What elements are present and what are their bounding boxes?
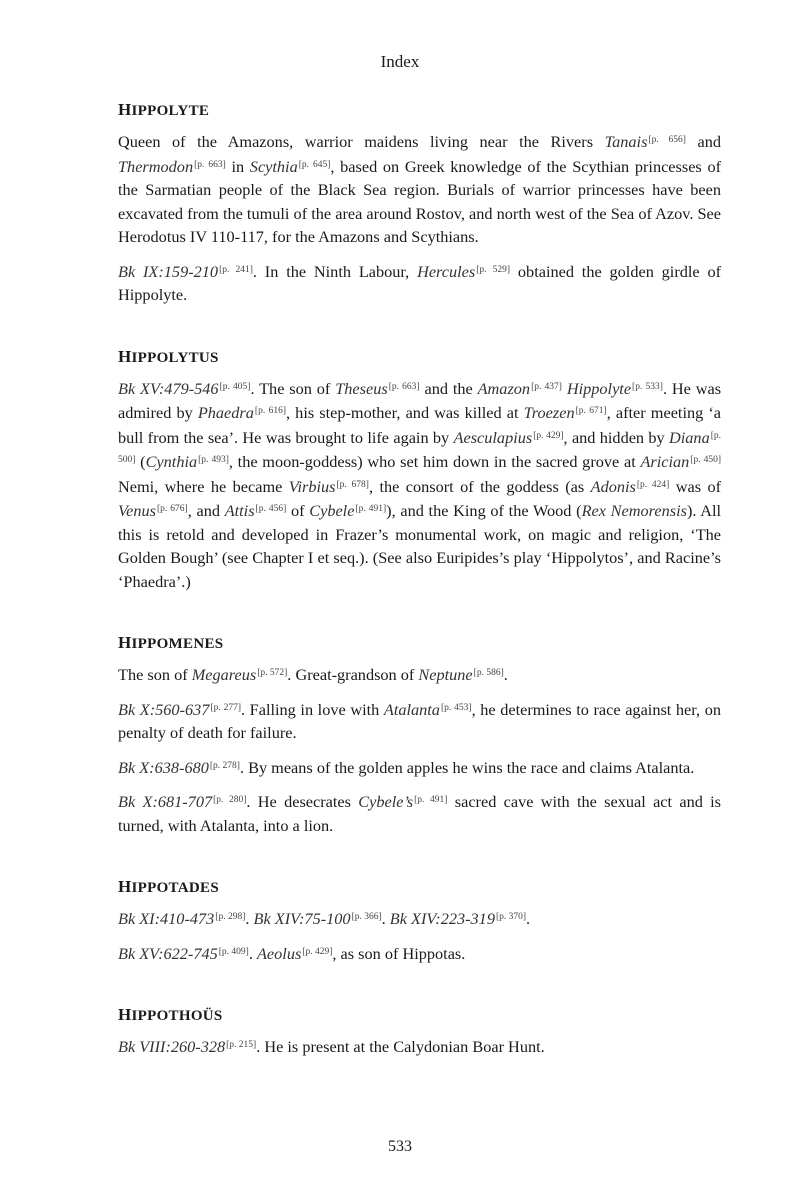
text-run: , and [187, 501, 225, 520]
page-reference-link[interactable]: [p. 663] [194, 159, 226, 170]
index-entries [118, 100, 721, 1099]
index-entry [118, 347, 721, 594]
cross-reference-link[interactable]: Virbius [288, 476, 336, 496]
entry-heading-initial: H [118, 346, 132, 366]
cross-reference-link[interactable]: Bk XI:410-473 [118, 909, 215, 928]
cross-reference-link[interactable]: Cybele [309, 501, 355, 520]
text-run: . [381, 909, 390, 928]
running-title: Index [380, 52, 420, 71]
page-reference-link[interactable]: [p. 215] [226, 1040, 257, 1050]
text-run: . [526, 909, 531, 928]
entry-heading-rest: IPPOTHOÜS [131, 1008, 223, 1024]
cross-reference-link[interactable]: Thermodon [118, 156, 194, 176]
cross-reference-link[interactable]: Troezen [523, 403, 575, 422]
text-run: sacred cave with the sexual act and is turned, with Atalanta, into a lion. [118, 792, 722, 835]
entry-heading-rest: IPPOMENES [131, 636, 224, 652]
index-entry [118, 1005, 721, 1059]
page-reference-link[interactable]: [p. 491] [414, 795, 448, 805]
page-reference-link[interactable]: [p. 500] [118, 430, 721, 465]
page-reference-link[interactable]: [p. 429] [533, 430, 564, 441]
page-number: 533 [388, 1138, 412, 1155]
page-reference-link[interactable]: [p. 366] [351, 912, 382, 922]
entry-heading-initial: H [118, 877, 132, 896]
entry-paragraph [118, 697, 721, 745]
page-reference-link[interactable]: [p. 437] [531, 381, 562, 392]
entry-heading [118, 633, 721, 653]
page-reference-link[interactable]: [p. 278] [209, 760, 240, 771]
text-run: ( [135, 452, 146, 471]
entry-paragraph [118, 259, 721, 307]
text-run: of [286, 501, 310, 520]
text-run: . Great-grandson of [287, 665, 419, 684]
page-reference-link[interactable]: [p. 656] [648, 135, 686, 145]
text-run: . He was admired by [118, 378, 722, 422]
entry-heading-rest: IPPOTADES [131, 880, 219, 896]
page-reference-link[interactable]: [p. 678] [336, 479, 369, 490]
entry-heading-rest: IPPOLYTUS [131, 349, 219, 366]
page-reference-link[interactable]: [p. 491] [355, 504, 387, 514]
page-reference-link[interactable]: [p. 241] [219, 264, 253, 275]
cross-reference-link[interactable]: Atalanta [383, 699, 440, 719]
entry-heading-initial: H [118, 100, 132, 119]
text-run: , after meeting ‘a bull from the sea’. He was brought to life again by [118, 403, 722, 447]
page-reference-link[interactable]: [p. 671] [575, 406, 607, 416]
page-reference-link[interactable]: [p. 616] [254, 406, 287, 416]
page-reference-link[interactable]: [p. 370] [495, 912, 527, 922]
cross-reference-link[interactable]: Bk XIV:223-319 [389, 909, 495, 928]
cross-reference-link[interactable]: Cybele’s [358, 792, 414, 811]
page-reference-link[interactable]: [p. 533] [632, 381, 663, 392]
entry-heading-initial: H [118, 633, 132, 652]
text-run: , he determines to race against her, on penalty of death for failure. [118, 699, 722, 742]
text-run: obtained the golden girdle of Hippolyte. [118, 261, 722, 304]
cross-reference-link[interactable]: Bk XV:479-546 [118, 378, 219, 398]
text-run: . He desecrates [246, 792, 359, 811]
page-reference-link[interactable]: [p. 409] [218, 946, 249, 957]
entry-paragraph [118, 906, 721, 931]
cross-reference-link[interactable]: Cynthia [145, 452, 198, 471]
cross-reference-link[interactable]: Hercules [417, 261, 476, 281]
text-run: , as son of Hippotas. [332, 943, 466, 963]
page-reference-link[interactable]: [p. 429] [302, 946, 333, 957]
text-run: ). All this is retold and developed in Frazer’s monumental work, on magic and religion, ‘The Golden Bough’ (see Chapter I et seq.). (See also Euripides’s play ‘Hippolytos’, and Racine’s ‘Phaedra’.) [118, 501, 722, 591]
page-reference-link[interactable]: [p. 572] [257, 668, 288, 678]
page-reference-link[interactable]: [p. 493] [198, 455, 229, 465]
text-run: , his step-mother, and was killed at [286, 403, 524, 422]
index-entry [118, 877, 721, 965]
text-run: . [245, 909, 254, 928]
text-run: Nemi, where he became [118, 476, 289, 496]
page-reference-link[interactable]: [p. 529] [476, 264, 511, 275]
page-reference-link[interactable]: [p. 424] [636, 479, 670, 490]
page-header [0, 52, 800, 72]
page-reference-link[interactable]: [p. 405] [219, 381, 251, 392]
text-run: . Falling in love with [241, 699, 384, 719]
page-reference-link[interactable]: [p. 645] [298, 159, 331, 170]
text-run: , and hidden by [563, 427, 669, 447]
text-run: , the moon-goddess) who set him down in the sacred grove at [228, 452, 641, 471]
cross-reference-link[interactable]: Attis [224, 501, 255, 520]
page-reference-link[interactable]: [p. 676] [156, 504, 188, 514]
page-reference-link[interactable]: [p. 586] [473, 668, 504, 678]
page-reference-link[interactable]: [p. 280] [213, 795, 247, 805]
italic-term: Rex Nemorensis [581, 501, 687, 520]
text-run: The son of [118, 665, 192, 684]
entry-paragraph [118, 376, 721, 594]
text-run: ), and the King of the Wood ( [386, 501, 582, 520]
text-run: Queen of the Amazons, warrior maidens living near the Rivers [118, 132, 605, 151]
cross-reference-link[interactable]: Aeolus [256, 943, 302, 963]
cross-reference-link[interactable]: Venus [118, 501, 156, 520]
cross-reference-link[interactable]: Bk X:681-707 [118, 792, 213, 811]
cross-reference-link[interactable]: Bk VIII:260-328 [118, 1037, 226, 1056]
cross-reference-link[interactable]: Aesculapius [453, 427, 533, 447]
cross-reference-link[interactable]: Scythia [249, 156, 298, 176]
text-run: in [225, 156, 250, 176]
cross-reference-link[interactable]: Bk XIV:75-100 [253, 909, 351, 928]
text-run: . The son of [250, 378, 336, 398]
page-reference-link[interactable]: [p. 456] [255, 504, 287, 514]
cross-reference-link[interactable]: Phaedra [197, 403, 254, 422]
entry-heading-initial: H [118, 1005, 132, 1024]
cross-reference-link[interactable]: Neptune [418, 665, 473, 684]
text-run: . [248, 943, 257, 963]
page-reference-link[interactable]: [p. 277] [210, 702, 242, 713]
text-run: was of [669, 476, 722, 496]
cross-reference-link[interactable]: Bk X:560-637 [118, 699, 210, 719]
page-reference-link[interactable]: [p. 450] [690, 455, 722, 465]
cross-reference-link[interactable]: Diana [669, 427, 710, 447]
text-run: and [685, 132, 721, 151]
entry-heading [118, 100, 721, 120]
cross-reference-link[interactable]: Arician [640, 452, 690, 471]
entry-paragraph [118, 941, 721, 966]
text-run: . In the Ninth Labour, [252, 261, 418, 281]
page-footer [0, 1138, 800, 1156]
page-reference-link[interactable]: [p. 663] [388, 381, 420, 392]
text-run: . By means of the golden apples he wins the race and claims Atalanta. [239, 757, 695, 777]
cross-reference-link[interactable]: Hippolyte [566, 378, 632, 398]
entry-paragraph [118, 1034, 721, 1059]
entry-heading-rest: IPPOLYTE [131, 103, 210, 119]
page-reference-link[interactable]: [p. 298] [215, 912, 246, 922]
entry-heading [118, 1005, 721, 1025]
text-run: , the consort of the goddess (as [368, 476, 591, 496]
entry-paragraph [118, 789, 721, 837]
entry-heading [118, 877, 721, 897]
text-run: , based on Greek knowledge of the Scythian princesses of the Sarmatian people of the Black Sea region. Burials of warrior princesses have been excavated from the tumuli of the area around Rostov, and north west of the Sea of Azov. See Herodotus IV 110-117, for the Amazons and Scythians. [118, 156, 722, 246]
entry-paragraph [118, 662, 721, 687]
entry-paragraph [118, 755, 721, 780]
text-run: and the [419, 378, 478, 398]
cross-reference-link[interactable]: Megareus [191, 665, 257, 684]
page-reference-link[interactable]: [p. 453] [440, 702, 472, 713]
cross-reference-link[interactable]: Bk X:638-680 [118, 757, 209, 777]
index-entry [118, 633, 721, 837]
cross-reference-link[interactable]: Theseus [335, 378, 388, 398]
cross-reference-link[interactable]: Bk IX:159-210 [118, 261, 219, 281]
cross-reference-link[interactable]: Adonis [590, 476, 636, 496]
entry-paragraph [118, 129, 721, 249]
entry-heading [118, 347, 721, 367]
text-run: . [503, 665, 508, 684]
cross-reference-link[interactable]: Bk XV:622-745 [118, 943, 218, 963]
cross-reference-link[interactable]: Amazon [477, 378, 531, 398]
index-entry [118, 100, 721, 307]
text-run: . He is present at the Calydonian Boar Hunt. [256, 1037, 545, 1056]
cross-reference-link[interactable]: Tanais [604, 132, 648, 151]
